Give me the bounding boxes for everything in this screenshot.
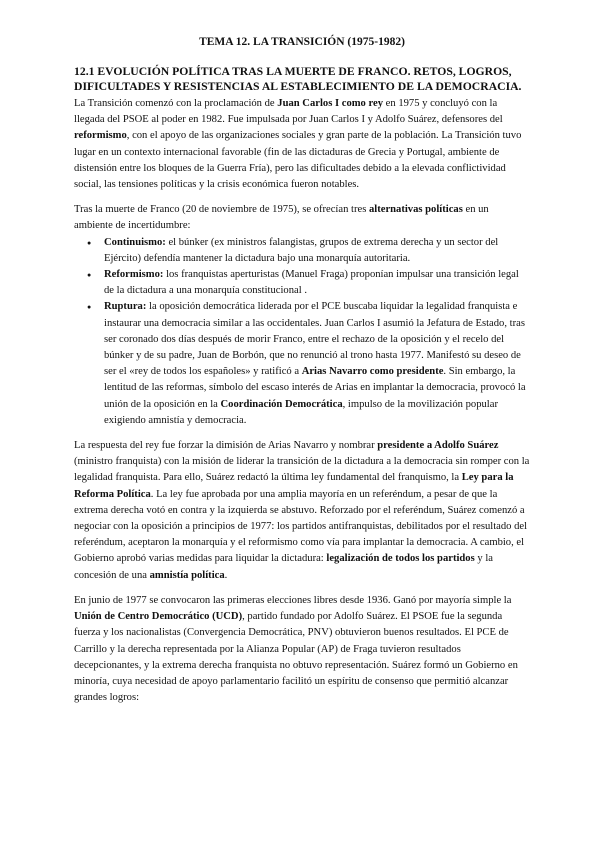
section-heading: 12.1 EVOLUCIÓN POLÍTICA TRAS LA MUERTE DE FRANCO. RETOS, LOGROS, DIFICULTADES Y RESISTENCIAS AL ESTABLECIMIENTO DE LA DEMOCRACIA. [74, 65, 522, 93]
text-run: Tras la muerte de Franco (20 de noviembre de 1975), se ofrecían tres [74, 204, 369, 216]
bold-term: Juan Carlos I como rey [277, 98, 384, 109]
text-run: , partido fundado por Adolfo Suárez. El PSOE fue la segunda fuerza y los nacionalistas (Convergencia Democrática, PNV) obtuvieron buenos resultados. El PCE de Carrillo y la derecha representada por la Alianza Popular (AP) de Fraga tuvieron resultados decepcionantes, y la extrema derecha franquista no obtuvo representación. Suárez formó un Gobierno en minoría, cuya necesidad de apoyo parlamentario facilitó un espíritu de consenso que permitió alcanzar grandes logros: [74, 611, 518, 704]
text-run: , con el apoyo de las organizaciones sociales y gran parte de la población. La Transición tuvo lugar en un contexto internacional favorable (fin de las dictaduras de Grecia y Portugal, ambiente de distensión entre los bloques de la Guerra Fría), pero las dificultades debido a la elevada conflictividad social, las tensiones políticas y la crisis económica fueron notables. [74, 130, 522, 191]
list-item [92, 267, 530, 299]
paragraph-alternatives [74, 202, 530, 234]
bold-term: alternativas políticas [368, 204, 463, 216]
paragraph-intro [74, 96, 530, 193]
paragraph-suarez [74, 438, 530, 584]
text-run: La respuesta del rey fue forzar la dimisión de Arias Navarro y nombrar [74, 440, 378, 452]
paragraph-elections [74, 593, 530, 706]
bold-term: legalización de todos los partidos [326, 553, 475, 565]
bold-term: Coordinación Democrática [220, 398, 343, 410]
text-run: los franquistas aperturistas (Manuel Fraga) proponían impulsar una transición legal de la dictadura a una monarquía constitucional . [104, 269, 519, 297]
bold-term: amnistía política [149, 569, 225, 581]
bold-term: Ruptura: [104, 301, 147, 313]
bold-term: Arias Navarro como presidente [301, 366, 444, 378]
bold-term: Ley para la Reforma Política [74, 472, 514, 500]
text-run: la oposición democrática liderada por el PCE buscaba liquidar la legalidad franquista e instaurar una democracia similar a las occidentales. Juan Carlos I asumió la Jefatura de Estado, tras ser coronado dos días después de morir Franco, entre el rechazo de la oposición y el recelo del búnker y de su padre, Juan de Borbón, que no renunció al trono hasta 1977. Manifestó su deseo de ser el «rey de todos los españoles» y ratificó a [104, 301, 525, 378]
bold-term: reformismo [74, 130, 127, 142]
text-run: en un ambiente de incertidumbre: [74, 204, 489, 232]
text-run: La Transición comenzó con la proclamación de [74, 98, 278, 109]
text-run: , impulso de la movilización popular exigiendo amnistía y democracia. [104, 398, 498, 426]
bold-term: Unión de Centro Democrático (UCD) [74, 611, 243, 623]
text-run: (ministro franquista) con la misión de liderar la transición de la dictadura a la democracia sin romper con la legalidad franquista. Para ello, Suárez redactó la última ley fundamental del franquismo, la [74, 456, 530, 484]
text-run: En junio de 1977 se convocaron las primeras elecciones libres desde 1936. Ganó por mayoría simple la [74, 594, 512, 606]
alternatives-list [74, 235, 530, 429]
bold-term: presidente a Adolfo Suárez [377, 440, 499, 452]
text-run: . [224, 569, 228, 581]
bold-term: Continuismo: [104, 236, 166, 248]
bold-term: Reformismo: [104, 269, 164, 281]
page-title: TEMA 12. LA TRANSICIÓN (1975-1982) [199, 36, 405, 48]
text-run: el búnker (ex ministros falangistas, grupos de extrema derecha y un sector del Ejército) defendía mantener la dictadura bajo una monarquía autoritaria. [104, 236, 499, 264]
text-run: . La ley fue aprobada por una amplia mayoría en un referéndum, a pesar de que la extrema derecha votó en contra y la izquierda se abstuvo. Reforzado por el referéndum, Suárez comenzó a negociar con la oposición a principios de 1977: los partidos antifranquistas, debilitados por el resultado del referéndum, aceptaron la monarquía y el reformismo como vía para implantar la democracia. A cambio, el Gobierno aprobó varias medidas para liquidar la dictadura: [74, 488, 528, 565]
list-item [92, 235, 530, 267]
text-run: y la concesión de una [74, 553, 493, 581]
list-item [92, 299, 530, 429]
text-run: en 1975 y concluyó con la llegada del PSOE al poder en 1982. Fue impulsada por Juan Carlos I y Adolfo Suárez, defensores del [74, 98, 503, 126]
text-run: . Sin embargo, la lentitud de las reformas, símbolo del escaso interés de Arias en implantar la democracia, provocó la unión de la oposición en la [104, 366, 526, 410]
